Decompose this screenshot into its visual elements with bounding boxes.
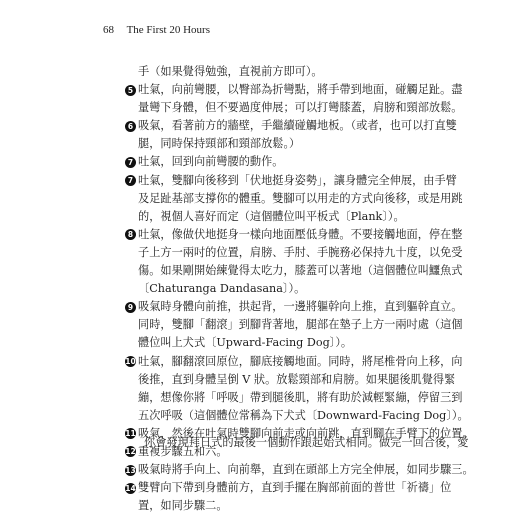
step-item xyxy=(125,226,463,298)
step-number-badge: 9 xyxy=(125,302,136,313)
step-text-line: 吐氣，雙腳向後移到「伏地挺身姿勢」，讓身體完全伸展，由手臂 xyxy=(138,173,457,187)
step-text-line: 〔Chaturanga Dandasana〕）。 xyxy=(138,282,306,296)
step-text-line: 吸氣，然後在吐氣時雙腳向前走或向前跳，直到腳在手臂下的位置。 xyxy=(138,426,474,440)
step-text-line: 吸氣，看著前方的牆壁，手繼續碰觸地板。（或者，也可以打直雙 xyxy=(138,119,457,133)
step-text-line: 繃，想像你將「呼吸」帶到腿後肌，將有助於減輕緊繃，停留三到 xyxy=(138,390,463,404)
step-text-line: 的，視個人喜好而定（這個體位叫平板式〔Plank〕）。 xyxy=(138,209,405,223)
step-item xyxy=(125,81,463,117)
step-item xyxy=(125,353,469,425)
step-number-badge: 8 xyxy=(125,229,136,240)
step-text-line: 後推，直到身體呈倒 V 狀。放鬆頸部和肩膀。如果腿後肌覺得緊 xyxy=(138,372,456,386)
step-text-line: 雙臂向下帶到身體前方，直到手擺在胸部前面的普世「祈禱」位 xyxy=(138,481,452,495)
step-text-line: 吐氣，腳翻滾回原位，腳底接觸地面。同時，將尾椎骨向上移，向 xyxy=(138,354,463,368)
step-item xyxy=(125,153,430,171)
step-number-badge: 6 xyxy=(125,121,136,132)
step-text-line: 體位叫上犬式〔Upward-Facing Dog〕）。 xyxy=(138,336,353,350)
step-item xyxy=(125,479,452,515)
step-text-line: 吐氣，回到向前彎腰的動作。 xyxy=(138,155,284,169)
step-text-line: 腿，同時保持頸部和頸部放鬆。） xyxy=(138,137,301,151)
step-number-badge: 7 xyxy=(125,157,136,168)
step-number-badge: 5 xyxy=(125,85,136,96)
step-item xyxy=(125,172,463,226)
step-number-badge: 11 xyxy=(125,429,136,439)
step-text-line: 重複步驟五和六。 xyxy=(138,444,228,458)
step-text-line: 吐氣，向前彎腰，以臀部為折彎點，將手帶到地面，碰觸足趾。盡 xyxy=(138,83,463,97)
step-number-badge: 12 xyxy=(125,447,136,457)
running-header xyxy=(103,24,210,36)
step-number-badge: 13 xyxy=(125,465,136,475)
step-text-line: 吐氣，像做伏地挺身一樣向地面壓低身體。不要接觸地面，停在整 xyxy=(138,227,463,241)
closing-paragraph: 你會發現拜日式的最後一個動作跟起始式相同。做完一回合後，愛 xyxy=(144,436,469,449)
step-text-line: 吸氣時身體向前推，拱起背，一邊將軀幹向上推，直到軀幹直立。 xyxy=(138,300,463,314)
step-text-line: 量彎下身體，但不要過度伸展；可以打彎膝蓋，肩膀和頸部放鬆。 xyxy=(138,101,463,115)
step-item xyxy=(125,461,474,479)
book-title: The First 20 Hours xyxy=(126,24,210,36)
step-text-line: 傷。如果剛開始練覺得太吃力，膝蓋可以著地（這個體位叫鱷魚式 xyxy=(138,264,463,278)
step-item xyxy=(125,117,457,153)
step-number-badge: 14 xyxy=(125,483,136,493)
step-text-line: 置，如同步驟二。 xyxy=(138,499,228,513)
step-text-line: 及足趾基部支撐你的體重。雙腳可以用走的方式向後移，或是用跳 xyxy=(138,191,463,205)
step-item xyxy=(125,298,463,352)
step-text-line: 同時，雙腳「翻滾」到腳背著地，腿部在墊子上方一兩吋處（這個 xyxy=(138,318,463,332)
step-text-line: 五次呼吸（這個體位常稱為下犬式〔Downward-Facing Dog〕）。 xyxy=(138,408,469,422)
step-text-line: 吸氣時將手向上、向前舉，直到在頭部上方完全伸展，如同步驟三。 xyxy=(138,463,474,477)
step-number-badge: 10 xyxy=(125,357,136,366)
continued-line: 手（如果覺得勉強，直視前方即可）。 xyxy=(138,65,323,78)
step-text-line: 子上方一兩吋的位置，肩膀、手肘、手腕務必保持九十度，以免受 xyxy=(138,245,463,259)
step-number-badge: 7 xyxy=(125,175,136,186)
page-number: 68 xyxy=(103,24,114,36)
